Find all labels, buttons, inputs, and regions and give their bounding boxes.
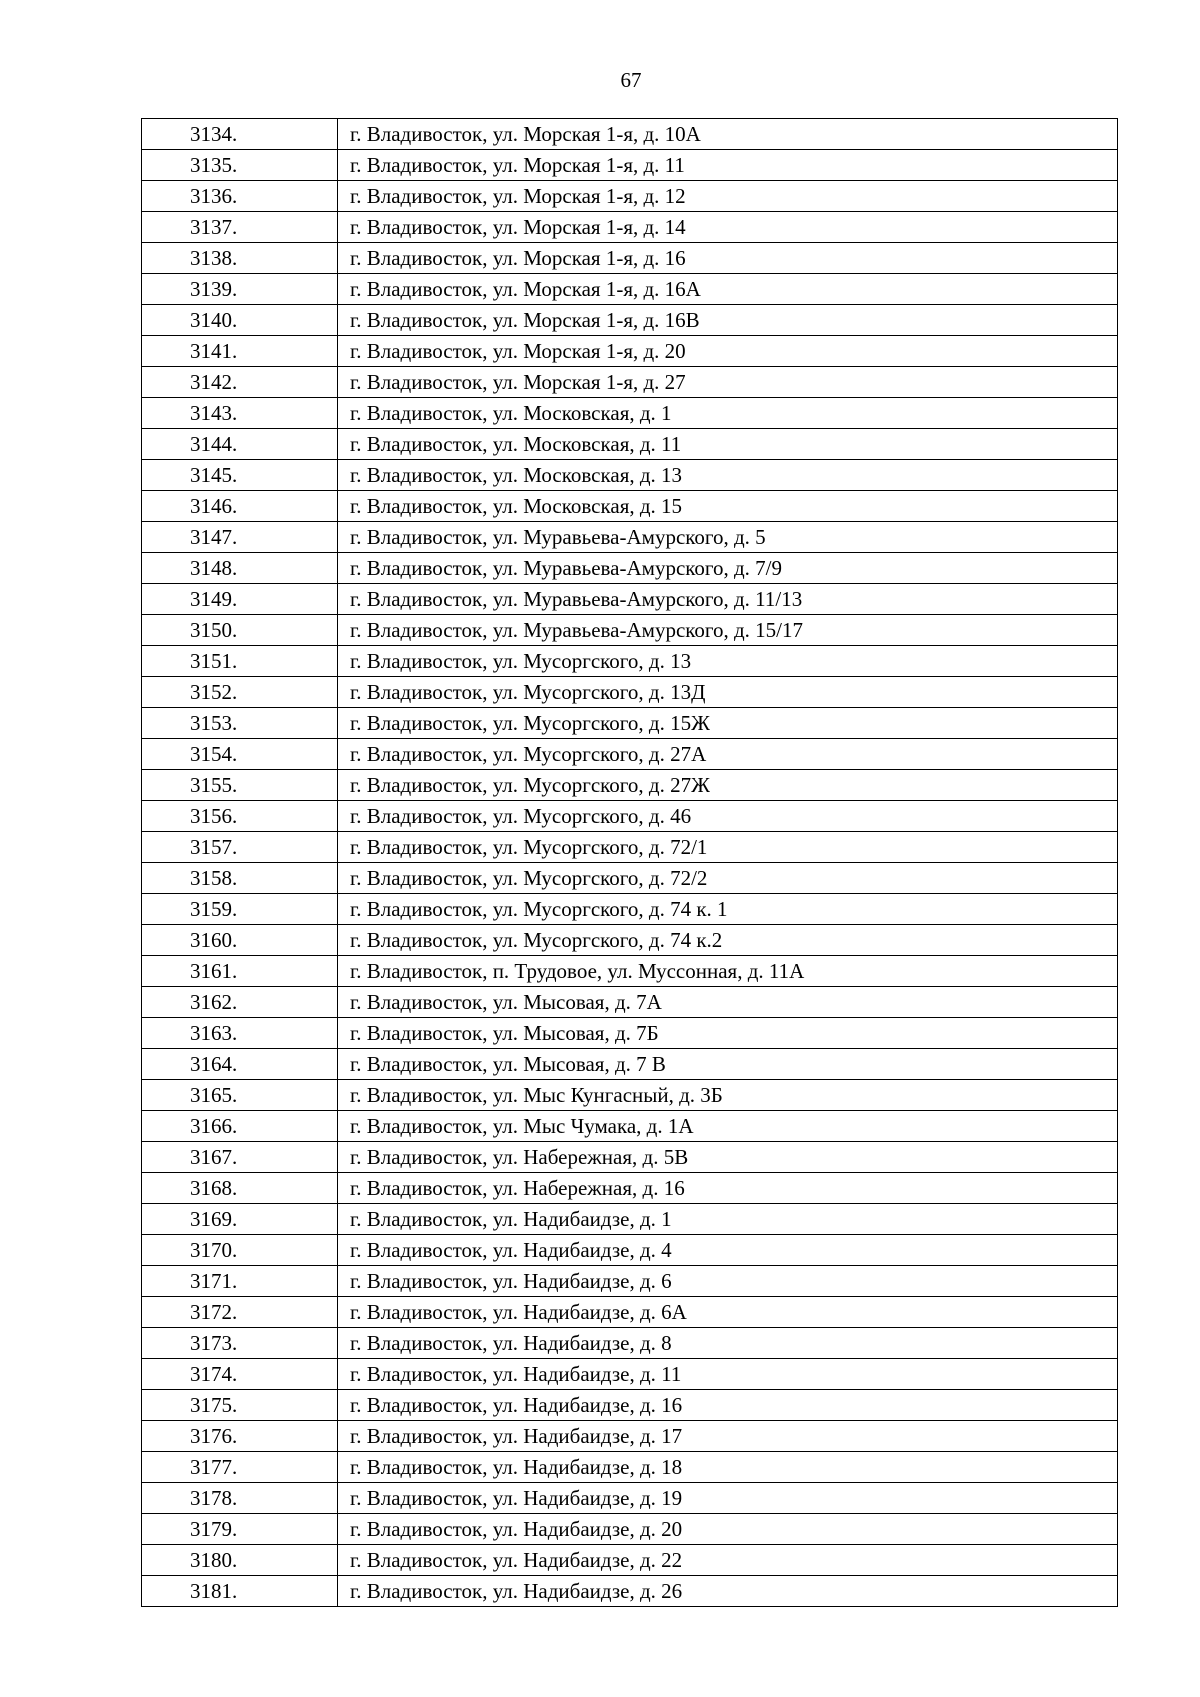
address-cell: г. Владивосток, п. Трудовое, ул. Муссонная, д. 11А (338, 956, 1118, 987)
row-number-cell: 3165. (142, 1080, 338, 1111)
table-row (142, 801, 1118, 832)
address-cell: г. Владивосток, ул. Морская 1-я, д. 16В (338, 305, 1118, 336)
address-cell: г. Владивосток, ул. Набережная, д. 5В (338, 1142, 1118, 1173)
table-row (142, 243, 1118, 274)
row-number-cell: 3145. (142, 460, 338, 491)
row-number-cell: 3158. (142, 863, 338, 894)
table-row (142, 832, 1118, 863)
table-row (142, 1204, 1118, 1235)
table-row (142, 305, 1118, 336)
address-cell: г. Владивосток, ул. Надибаидзе, д. 20 (338, 1514, 1118, 1545)
table-row (142, 1328, 1118, 1359)
row-number-cell: 3167. (142, 1142, 338, 1173)
address-cell: г. Владивосток, ул. Мысовая, д. 7 В (338, 1049, 1118, 1080)
row-number-cell: 3175. (142, 1390, 338, 1421)
row-number-cell: 3147. (142, 522, 338, 553)
address-cell: г. Владивосток, ул. Муравьева-Амурского, д. 7/9 (338, 553, 1118, 584)
address-cell: г. Владивосток, ул. Надибаидзе, д. 22 (338, 1545, 1118, 1576)
address-cell: г. Владивосток, ул. Морская 1-я, д. 20 (338, 336, 1118, 367)
address-cell: г. Владивосток, ул. Морская 1-я, д. 11 (338, 150, 1118, 181)
table-row (142, 1111, 1118, 1142)
address-cell: г. Владивосток, ул. Морская 1-я, д. 16 (338, 243, 1118, 274)
table-row (142, 367, 1118, 398)
table-row (142, 522, 1118, 553)
address-cell: г. Владивосток, ул. Мусоргского, д. 27А (338, 739, 1118, 770)
row-number-cell: 3155. (142, 770, 338, 801)
row-number-cell: 3150. (142, 615, 338, 646)
table-row (142, 1049, 1118, 1080)
page-number: 67 (620, 68, 642, 92)
row-number-cell: 3172. (142, 1297, 338, 1328)
row-number-cell: 3162. (142, 987, 338, 1018)
row-number-cell: 3173. (142, 1328, 338, 1359)
address-cell: г. Владивосток, ул. Надибаидзе, д. 8 (338, 1328, 1118, 1359)
row-number-cell: 3157. (142, 832, 338, 863)
row-number-cell: 3137. (142, 212, 338, 243)
table-row (142, 739, 1118, 770)
row-number-cell: 3180. (142, 1545, 338, 1576)
address-cell: г. Владивосток, ул. Мусоргского, д. 27Ж (338, 770, 1118, 801)
table-row (142, 1545, 1118, 1576)
address-cell: г. Владивосток, ул. Муравьева-Амурского, д. 11/13 (338, 584, 1118, 615)
address-cell: г. Владивосток, ул. Мусоргского, д. 72/2 (338, 863, 1118, 894)
row-number-cell: 3154. (142, 739, 338, 770)
table-row (142, 150, 1118, 181)
address-cell: г. Владивосток, ул. Надибаидзе, д. 18 (338, 1452, 1118, 1483)
table-row (142, 615, 1118, 646)
address-cell: г. Владивосток, ул. Мусоргского, д. 15Ж (338, 708, 1118, 739)
address-cell: г. Владивосток, ул. Надибаидзе, д. 26 (338, 1576, 1118, 1607)
table-row (142, 1018, 1118, 1049)
table-row (142, 1142, 1118, 1173)
address-cell: г. Владивосток, ул. Мусоргского, д. 13Д (338, 677, 1118, 708)
row-number-cell: 3159. (142, 894, 338, 925)
table-row (142, 1173, 1118, 1204)
table-row (142, 553, 1118, 584)
row-number-cell: 3156. (142, 801, 338, 832)
table-row (142, 1080, 1118, 1111)
row-number-cell: 3179. (142, 1514, 338, 1545)
address-cell: г. Владивосток, ул. Надибаидзе, д. 17 (338, 1421, 1118, 1452)
table-row (142, 429, 1118, 460)
address-cell: г. Владивосток, ул. Московская, д. 11 (338, 429, 1118, 460)
address-cell: г. Владивосток, ул. Надибаидзе, д. 4 (338, 1235, 1118, 1266)
row-number-cell: 3176. (142, 1421, 338, 1452)
row-number-cell: 3161. (142, 956, 338, 987)
row-number-cell: 3144. (142, 429, 338, 460)
table-row (142, 1483, 1118, 1514)
table-row (142, 398, 1118, 429)
address-cell: г. Владивосток, ул. Московская, д. 15 (338, 491, 1118, 522)
address-cell: г. Владивосток, ул. Мусоргского, д. 13 (338, 646, 1118, 677)
table-row (142, 584, 1118, 615)
row-number-cell: 3168. (142, 1173, 338, 1204)
address-cell: г. Владивосток, ул. Надибаидзе, д. 16 (338, 1390, 1118, 1421)
table-row (142, 491, 1118, 522)
address-cell: г. Владивосток, ул. Морская 1-я, д. 14 (338, 212, 1118, 243)
row-number-cell: 3138. (142, 243, 338, 274)
address-cell: г. Владивосток, ул. Набережная, д. 16 (338, 1173, 1118, 1204)
row-number-cell: 3136. (142, 181, 338, 212)
row-number-cell: 3163. (142, 1018, 338, 1049)
table-row (142, 863, 1118, 894)
address-cell: г. Владивосток, ул. Муравьева-Амурского, д. 5 (338, 522, 1118, 553)
address-cell: г. Владивосток, ул. Мысовая, д. 7Б (338, 1018, 1118, 1049)
table-row (142, 987, 1118, 1018)
address-table-body (142, 119, 1118, 1607)
address-cell: г. Владивосток, ул. Мусоргского, д. 74 к.2 (338, 925, 1118, 956)
address-cell: г. Владивосток, ул. Московская, д. 13 (338, 460, 1118, 491)
table-row (142, 677, 1118, 708)
row-number-cell: 3181. (142, 1576, 338, 1607)
row-number-cell: 3178. (142, 1483, 338, 1514)
address-cell: г. Владивосток, ул. Московская, д. 1 (338, 398, 1118, 429)
row-number-cell: 3170. (142, 1235, 338, 1266)
row-number-cell: 3143. (142, 398, 338, 429)
address-cell: г. Владивосток, ул. Мысовая, д. 7А (338, 987, 1118, 1018)
table-row (142, 181, 1118, 212)
row-number-cell: 3135. (142, 150, 338, 181)
table-row (142, 1452, 1118, 1483)
row-number-cell: 3166. (142, 1111, 338, 1142)
row-number-cell: 3142. (142, 367, 338, 398)
address-cell: г. Владивосток, ул. Надибаидзе, д. 6А (338, 1297, 1118, 1328)
address-cell: г. Владивосток, ул. Мыс Кунгасный, д. 3Б (338, 1080, 1118, 1111)
address-cell: г. Владивосток, ул. Надибаидзе, д. 1 (338, 1204, 1118, 1235)
table-row (142, 1390, 1118, 1421)
table-row (142, 956, 1118, 987)
address-cell: г. Владивосток, ул. Морская 1-я, д. 16А (338, 274, 1118, 305)
table-row (142, 336, 1118, 367)
address-cell: г. Владивосток, ул. Морская 1-я, д. 10А (338, 119, 1118, 150)
row-number-cell: 3171. (142, 1266, 338, 1297)
address-cell: г. Владивосток, ул. Морская 1-я, д. 12 (338, 181, 1118, 212)
address-cell: г. Владивосток, ул. Надибаидзе, д. 6 (338, 1266, 1118, 1297)
address-table (141, 118, 1118, 1607)
row-number-cell: 3151. (142, 646, 338, 677)
address-cell: г. Владивосток, ул. Мыс Чумака, д. 1А (338, 1111, 1118, 1142)
table-row (142, 646, 1118, 677)
row-number-cell: 3153. (142, 708, 338, 739)
address-cell: г. Владивосток, ул. Мусоргского, д. 72/1 (338, 832, 1118, 863)
row-number-cell: 3140. (142, 305, 338, 336)
table-row (142, 770, 1118, 801)
row-number-cell: 3149. (142, 584, 338, 615)
row-number-cell: 3174. (142, 1359, 338, 1390)
address-cell: г. Владивосток, ул. Мусоргского, д. 46 (338, 801, 1118, 832)
row-number-cell: 3164. (142, 1049, 338, 1080)
address-cell: г. Владивосток, ул. Мусоргского, д. 74 к. 1 (338, 894, 1118, 925)
table-row (142, 1359, 1118, 1390)
table-row (142, 1421, 1118, 1452)
row-number-cell: 3169. (142, 1204, 338, 1235)
row-number-cell: 3148. (142, 553, 338, 584)
table-row (142, 708, 1118, 739)
address-cell: г. Владивосток, ул. Морская 1-я, д. 27 (338, 367, 1118, 398)
table-row (142, 212, 1118, 243)
table-row (142, 1514, 1118, 1545)
row-number-cell: 3139. (142, 274, 338, 305)
row-number-cell: 3152. (142, 677, 338, 708)
row-number-cell: 3160. (142, 925, 338, 956)
table-row (142, 1235, 1118, 1266)
table-row (142, 894, 1118, 925)
address-cell: г. Владивосток, ул. Муравьева-Амурского, д. 15/17 (338, 615, 1118, 646)
table-row (142, 1266, 1118, 1297)
address-cell: г. Владивосток, ул. Надибаидзе, д. 19 (338, 1483, 1118, 1514)
address-cell: г. Владивосток, ул. Надибаидзе, д. 11 (338, 1359, 1118, 1390)
table-row (142, 119, 1118, 150)
table-row (142, 1297, 1118, 1328)
row-number-cell: 3177. (142, 1452, 338, 1483)
table-row (142, 1576, 1118, 1607)
table-row (142, 274, 1118, 305)
table-row (142, 460, 1118, 491)
row-number-cell: 3141. (142, 336, 338, 367)
row-number-cell: 3146. (142, 491, 338, 522)
row-number-cell: 3134. (142, 119, 338, 150)
table-row (142, 925, 1118, 956)
